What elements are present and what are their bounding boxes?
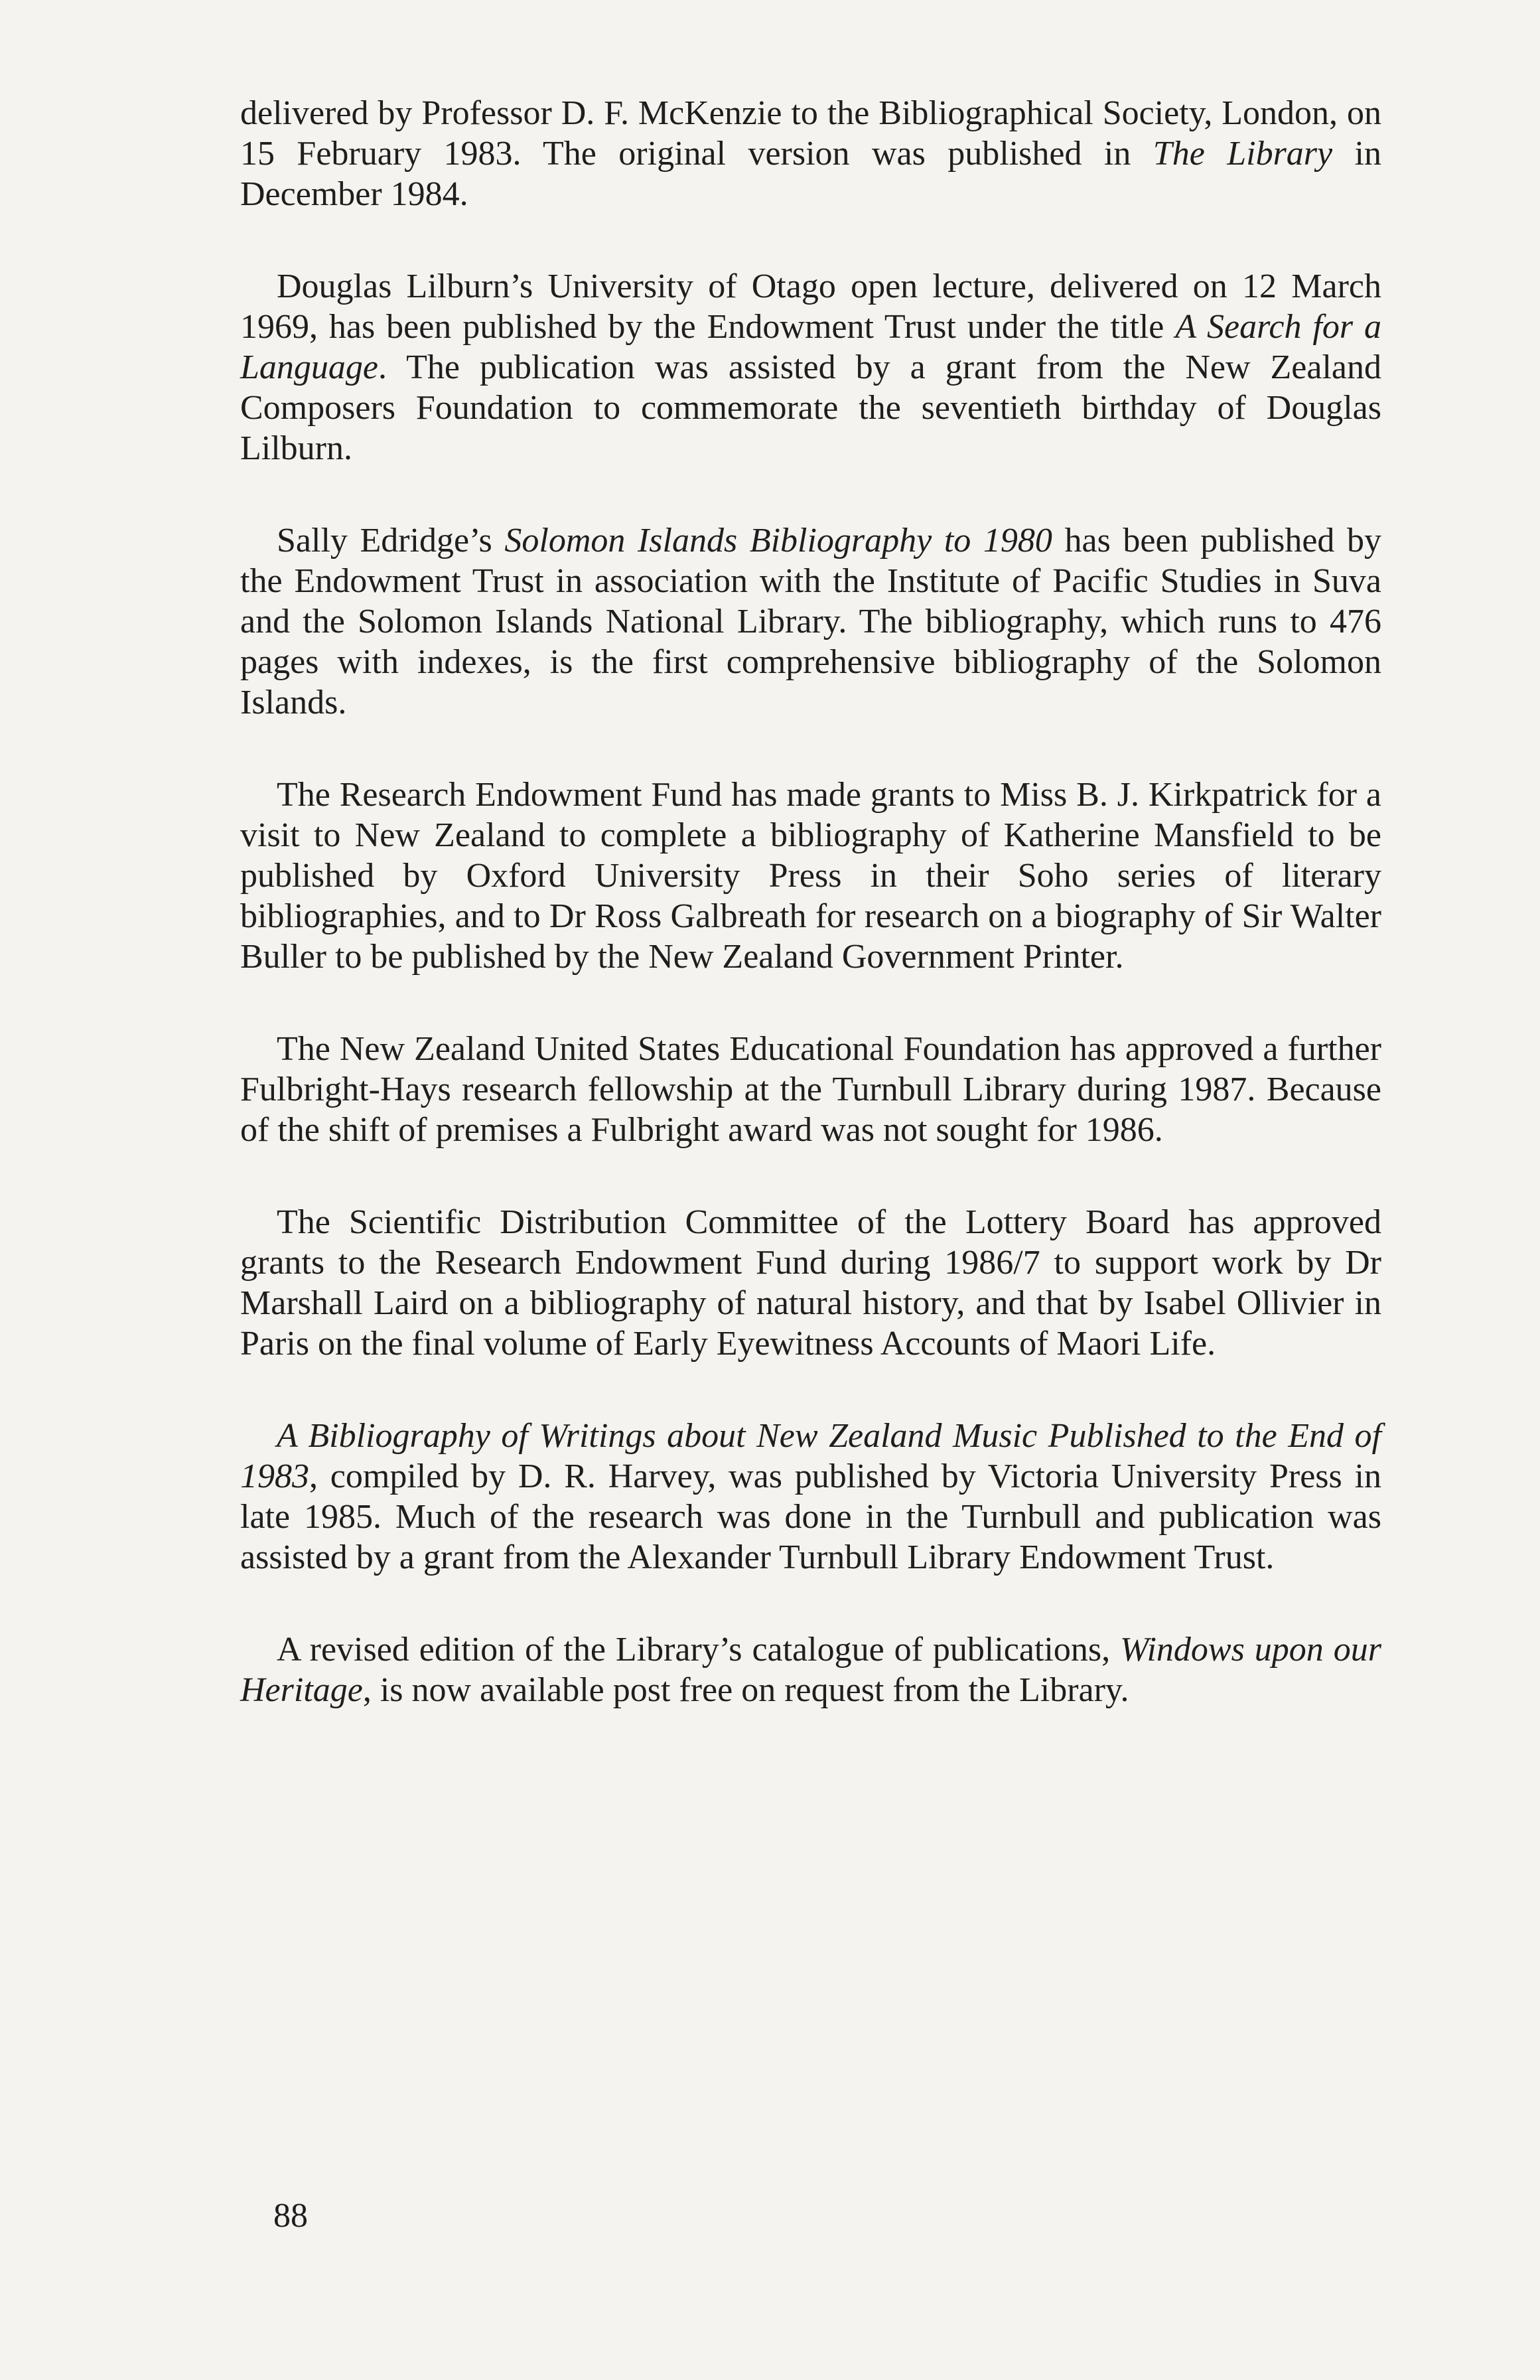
text-segment: , compiled by D. R. Harvey, was published by Victoria University Press in late 1985. Much of the research was done in the Turnbull and publication was assisted by a grant from the Alexander Turnbull Library Endowment Trust. — [240, 1457, 1381, 1576]
paragraph-gap — [240, 214, 1381, 266]
text-segment: Sally Edridge’s — [277, 522, 505, 559]
italic-title-segment: A Bibliography of Writings about New Zealand Music Published to the End of 1983 — [240, 1417, 1381, 1495]
paragraph-gap — [240, 1578, 1381, 1629]
paragraph-harvey-bibliography — [240, 1416, 1381, 1578]
text-segment: Douglas Lilburn’s University of Otago open lecture, delivered on 12 March 1969, has been published by the Endowment Trust under the title — [240, 267, 1381, 346]
text-segment: in December 1984. — [240, 135, 1381, 213]
paragraph-fulbright — [240, 1029, 1381, 1150]
paragraph-gap — [240, 1364, 1381, 1416]
text-segment: , is now available post free on request from the Library. — [362, 1671, 1129, 1709]
italic-title-segment: The Library — [1153, 135, 1333, 173]
text-segment: The Research Endowment Fund has made grants to Miss B. J. Kirkpatrick for a visit to New Zealand to complete a bibliography of Katherine Mansfield to be published by Oxford University Press in their Soho series of literary bibliographies, and to Dr Ross Galbreath for research on a biography of Sir Walter Buller to be published by the New Zealand Government Printer. — [240, 776, 1381, 976]
paragraph-edridge — [240, 520, 1381, 723]
text-segment: delivered by Professor D. F. McKenzie to the Bibliographical Society, London, on 15 February 1983. The original version was published in — [240, 94, 1381, 173]
paragraph-gap — [240, 469, 1381, 520]
paragraph-gap — [240, 1150, 1381, 1202]
text-segment: . The publication was assisted by a grant from the New Zealand Composers Foundation to commemorate the seventieth birthday of Douglas Lilburn. — [240, 348, 1381, 467]
page-body — [240, 93, 1381, 1710]
paragraph-gap — [240, 977, 1381, 1029]
text-segment: has been published by the Endowment Trust in association with the Institute of Pacific Studies in Suva and the Solomon Islands National Library. The bibliography, which runs to 476 pages with indexes, is the first comprehensive bibliography of the Solomon Islands. — [240, 522, 1381, 721]
paragraph-lottery-board — [240, 1202, 1381, 1364]
paragraph-catalogue — [240, 1629, 1381, 1710]
paragraph-mckenzie-continuation — [240, 93, 1381, 214]
paragraph-gap — [240, 723, 1381, 775]
text-segment: A revised edition of the Library’s catalogue of publications, — [277, 1631, 1121, 1669]
paragraph-lilburn — [240, 266, 1381, 469]
italic-title-segment: A Search for a Language — [240, 308, 1381, 386]
text-segment: The Scientific Distribution Committee of the Lottery Board has approved grants to the Research Endowment Fund during 1986/7 to support work by Dr Marshall Laird on a bibliography of natural history, and that by Isabel Ollivier in Paris on the final volume of Early Eyewitness Accounts of Maori Life. — [240, 1203, 1381, 1363]
text-segment: The New Zealand United States Educational Foundation has approved a further Fulbright-Hays research fellowship at the Turnbull Library during 1987. Because of the shift of premises a Fulbright award was not sought for 1986. — [240, 1030, 1381, 1149]
page-number: 88 — [273, 2197, 308, 2235]
paragraph-research-grants — [240, 775, 1381, 977]
italic-title-segment: Solomon Islands Bibliography to 1980 — [504, 522, 1052, 559]
italic-title-segment: Windows upon our Heritage — [240, 1631, 1381, 1709]
